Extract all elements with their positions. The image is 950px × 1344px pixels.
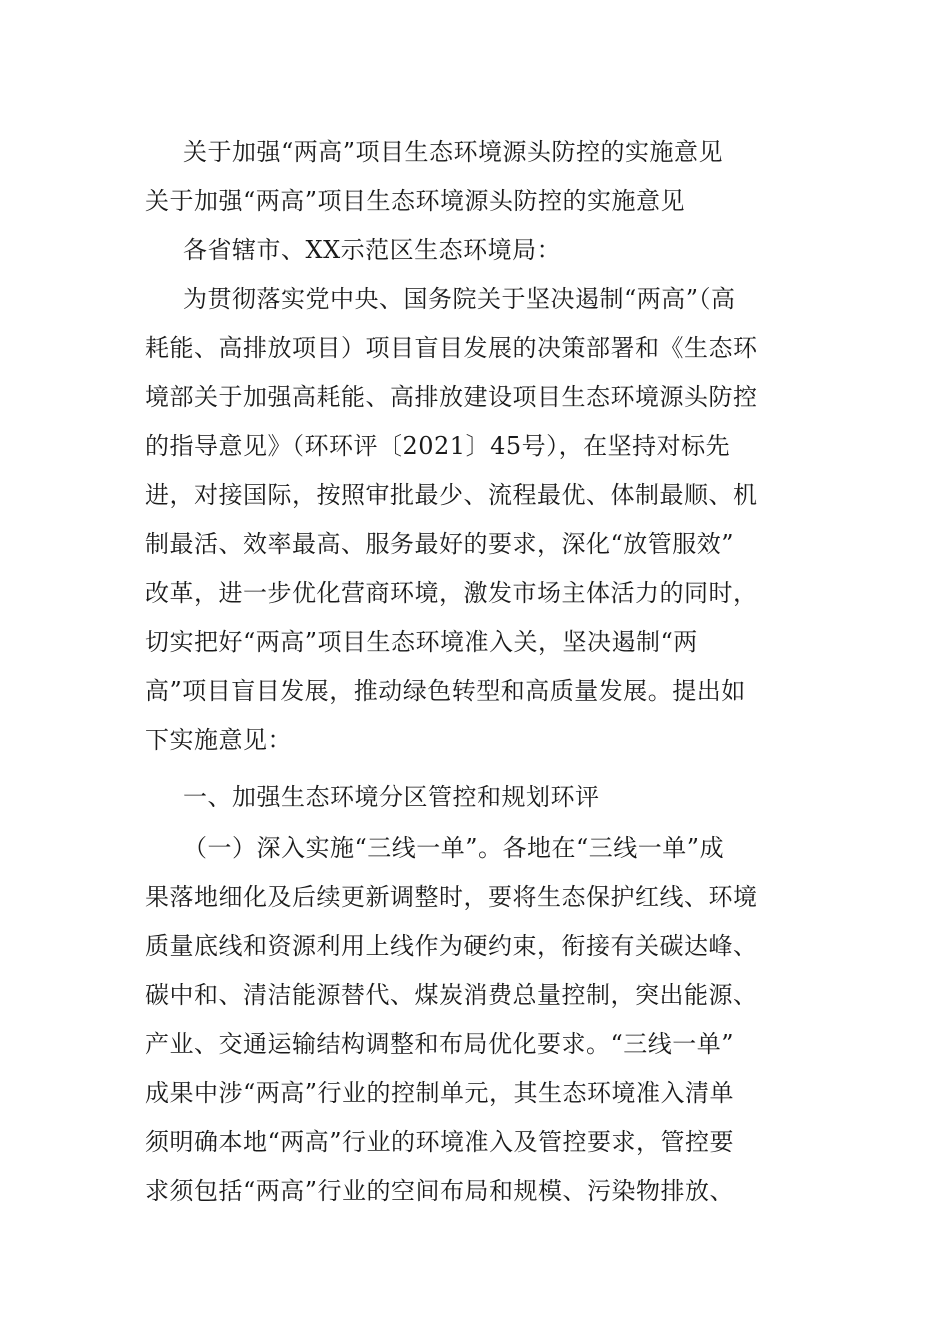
paragraph-line: 制最活、效率最高、服务最好的要求，深化“放管服效” <box>145 530 735 558</box>
document-title: 关于加强“两高”项目生态环境源头防控的实施意见 <box>183 138 724 166</box>
paragraph-line: 的指导意见》（环环评〔2021〕45号），在坚持对标先 <box>145 432 731 460</box>
paragraph-line: 下实施意见： <box>145 726 292 754</box>
paragraph-line: 为贯彻落实党中央、国务院关于坚决遏制“两高”（高 <box>183 285 736 313</box>
paragraph-line: 碳中和、清洁能源替代、煤炭消费总量控制，突出能源、 <box>145 981 758 1009</box>
paragraph-line: 产业、交通运输结构调整和布局优化要求。“三线一单” <box>145 1030 735 1058</box>
paragraph-line: 求须包括“两高”行业的空间布局和规模、污染物排放、 <box>145 1177 735 1205</box>
paragraph-line: 改革，进一步优化营商环境，激发市场主体活力的同时， <box>145 579 758 607</box>
paragraph-line: 高”项目盲目发展，推动绿色转型和高质量发展。提出如 <box>145 677 746 705</box>
paragraph-line: 须明确本地“两高”行业的环境准入及管控要求，管控要 <box>145 1128 735 1156</box>
paragraph-line: 进，对接国际，按照审批最少、流程最优、体制最顺、机 <box>145 481 758 509</box>
paragraph-line: 果落地细化及后续更新调整时，要将生态保护红线、环境 <box>145 883 758 911</box>
paragraph-line: 耗能、高排放项目）项目盲目发展的决策部署和《生态环 <box>145 334 758 362</box>
paragraph-line: （一）深入实施“三线一单”。各地在“三线一单”成 <box>183 834 725 862</box>
paragraph-line: 质量底线和资源利用上线作为硬约束，衔接有关碳达峰、 <box>145 932 758 960</box>
paragraph-line: 切实把好“两高”项目生态环境准入关，坚决遏制“两 <box>145 628 698 656</box>
section-heading: 一、加强生态环境分区管控和规划环评 <box>183 783 600 811</box>
paragraph-line: 境部关于加强高耗能、高排放建设项目生态环境源头防控 <box>145 383 758 411</box>
addressee: 各省辖市、XX示范区生态环境局： <box>183 236 562 264</box>
document-title-repeat: 关于加强“两高”项目生态环境源头防控的实施意见 <box>145 187 686 215</box>
paragraph-line: 成果中涉“两高”行业的控制单元，其生态环境准入清单 <box>145 1079 735 1107</box>
